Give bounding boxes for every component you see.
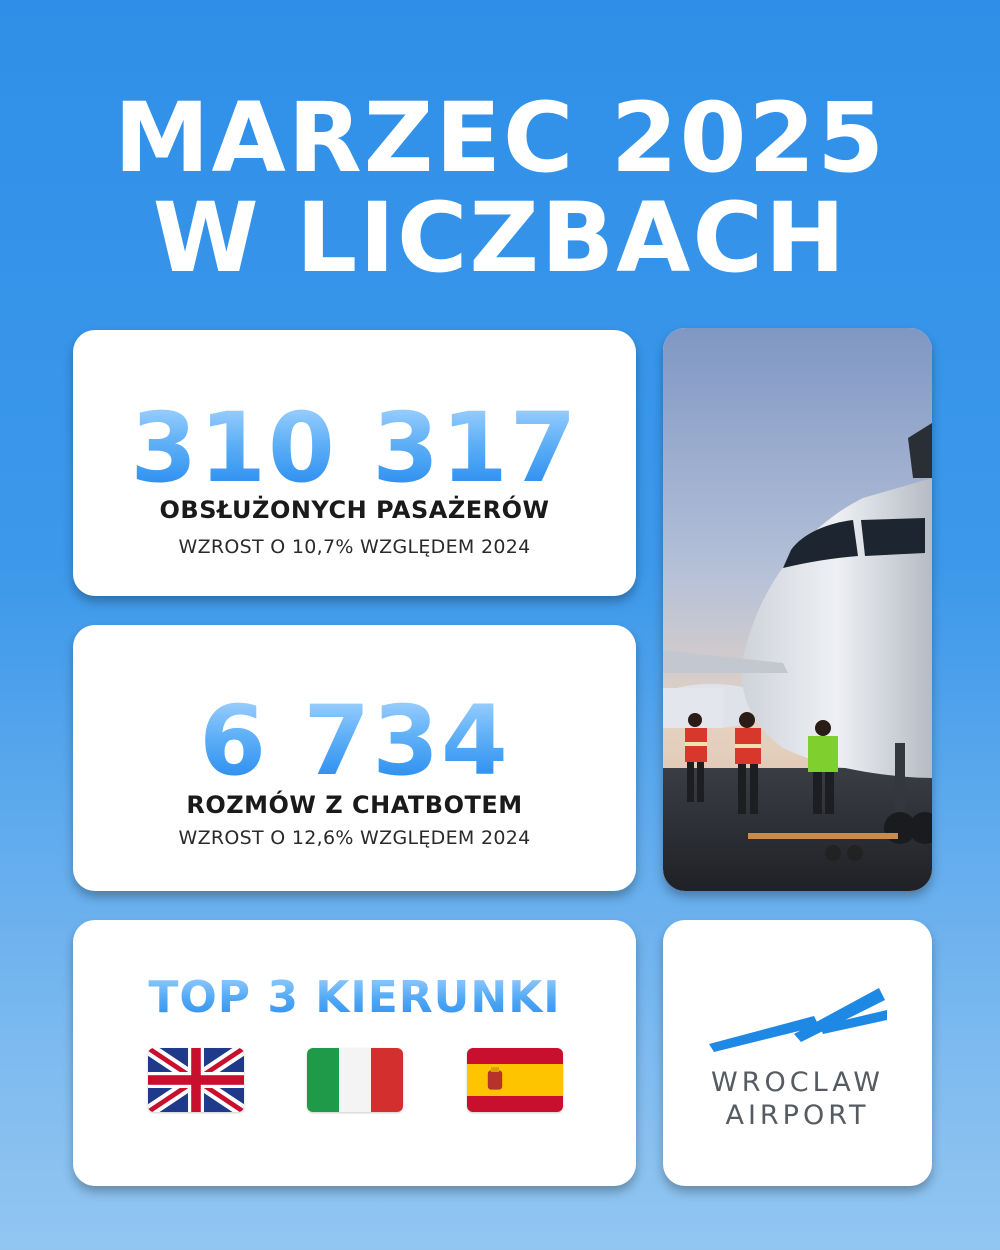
passengers-label: OBSŁUŻONYCH PASAŻERÓW <box>159 496 550 524</box>
destinations-title: TOP 3 KIERUNKI <box>73 972 636 1023</box>
airport-logo-icon <box>709 986 887 1056</box>
airplane-photo-illustration <box>663 328 932 891</box>
airplane-photo <box>663 328 932 891</box>
passengers-count: 310 317 <box>73 398 636 498</box>
logo-text-line-2: AIRPORT <box>725 1100 870 1131</box>
uk-flag-icon <box>148 1048 244 1112</box>
logo-text-line-1: WROCLAW <box>711 1067 884 1098</box>
spain-flag-icon <box>467 1048 563 1112</box>
chatbot-card <box>73 625 636 891</box>
wroclaw-airport-logo <box>663 920 932 1186</box>
italy-flag-icon <box>307 1048 403 1112</box>
title-line-2: W LICZBACH <box>152 182 848 294</box>
chatbot-count: 6 734 <box>73 691 636 791</box>
title-line-1: MARZEC 2025 <box>114 82 886 194</box>
passengers-card <box>73 330 636 596</box>
chatbot-label: ROZMÓW Z CHATBOTEM <box>186 791 523 819</box>
chatbot-growth: WZROST O 12,6% WZGLĘDEM 2024 <box>178 827 531 849</box>
destinations-card <box>73 920 636 1186</box>
passengers-growth: WZROST O 10,7% WZGLĘDEM 2024 <box>178 536 531 558</box>
